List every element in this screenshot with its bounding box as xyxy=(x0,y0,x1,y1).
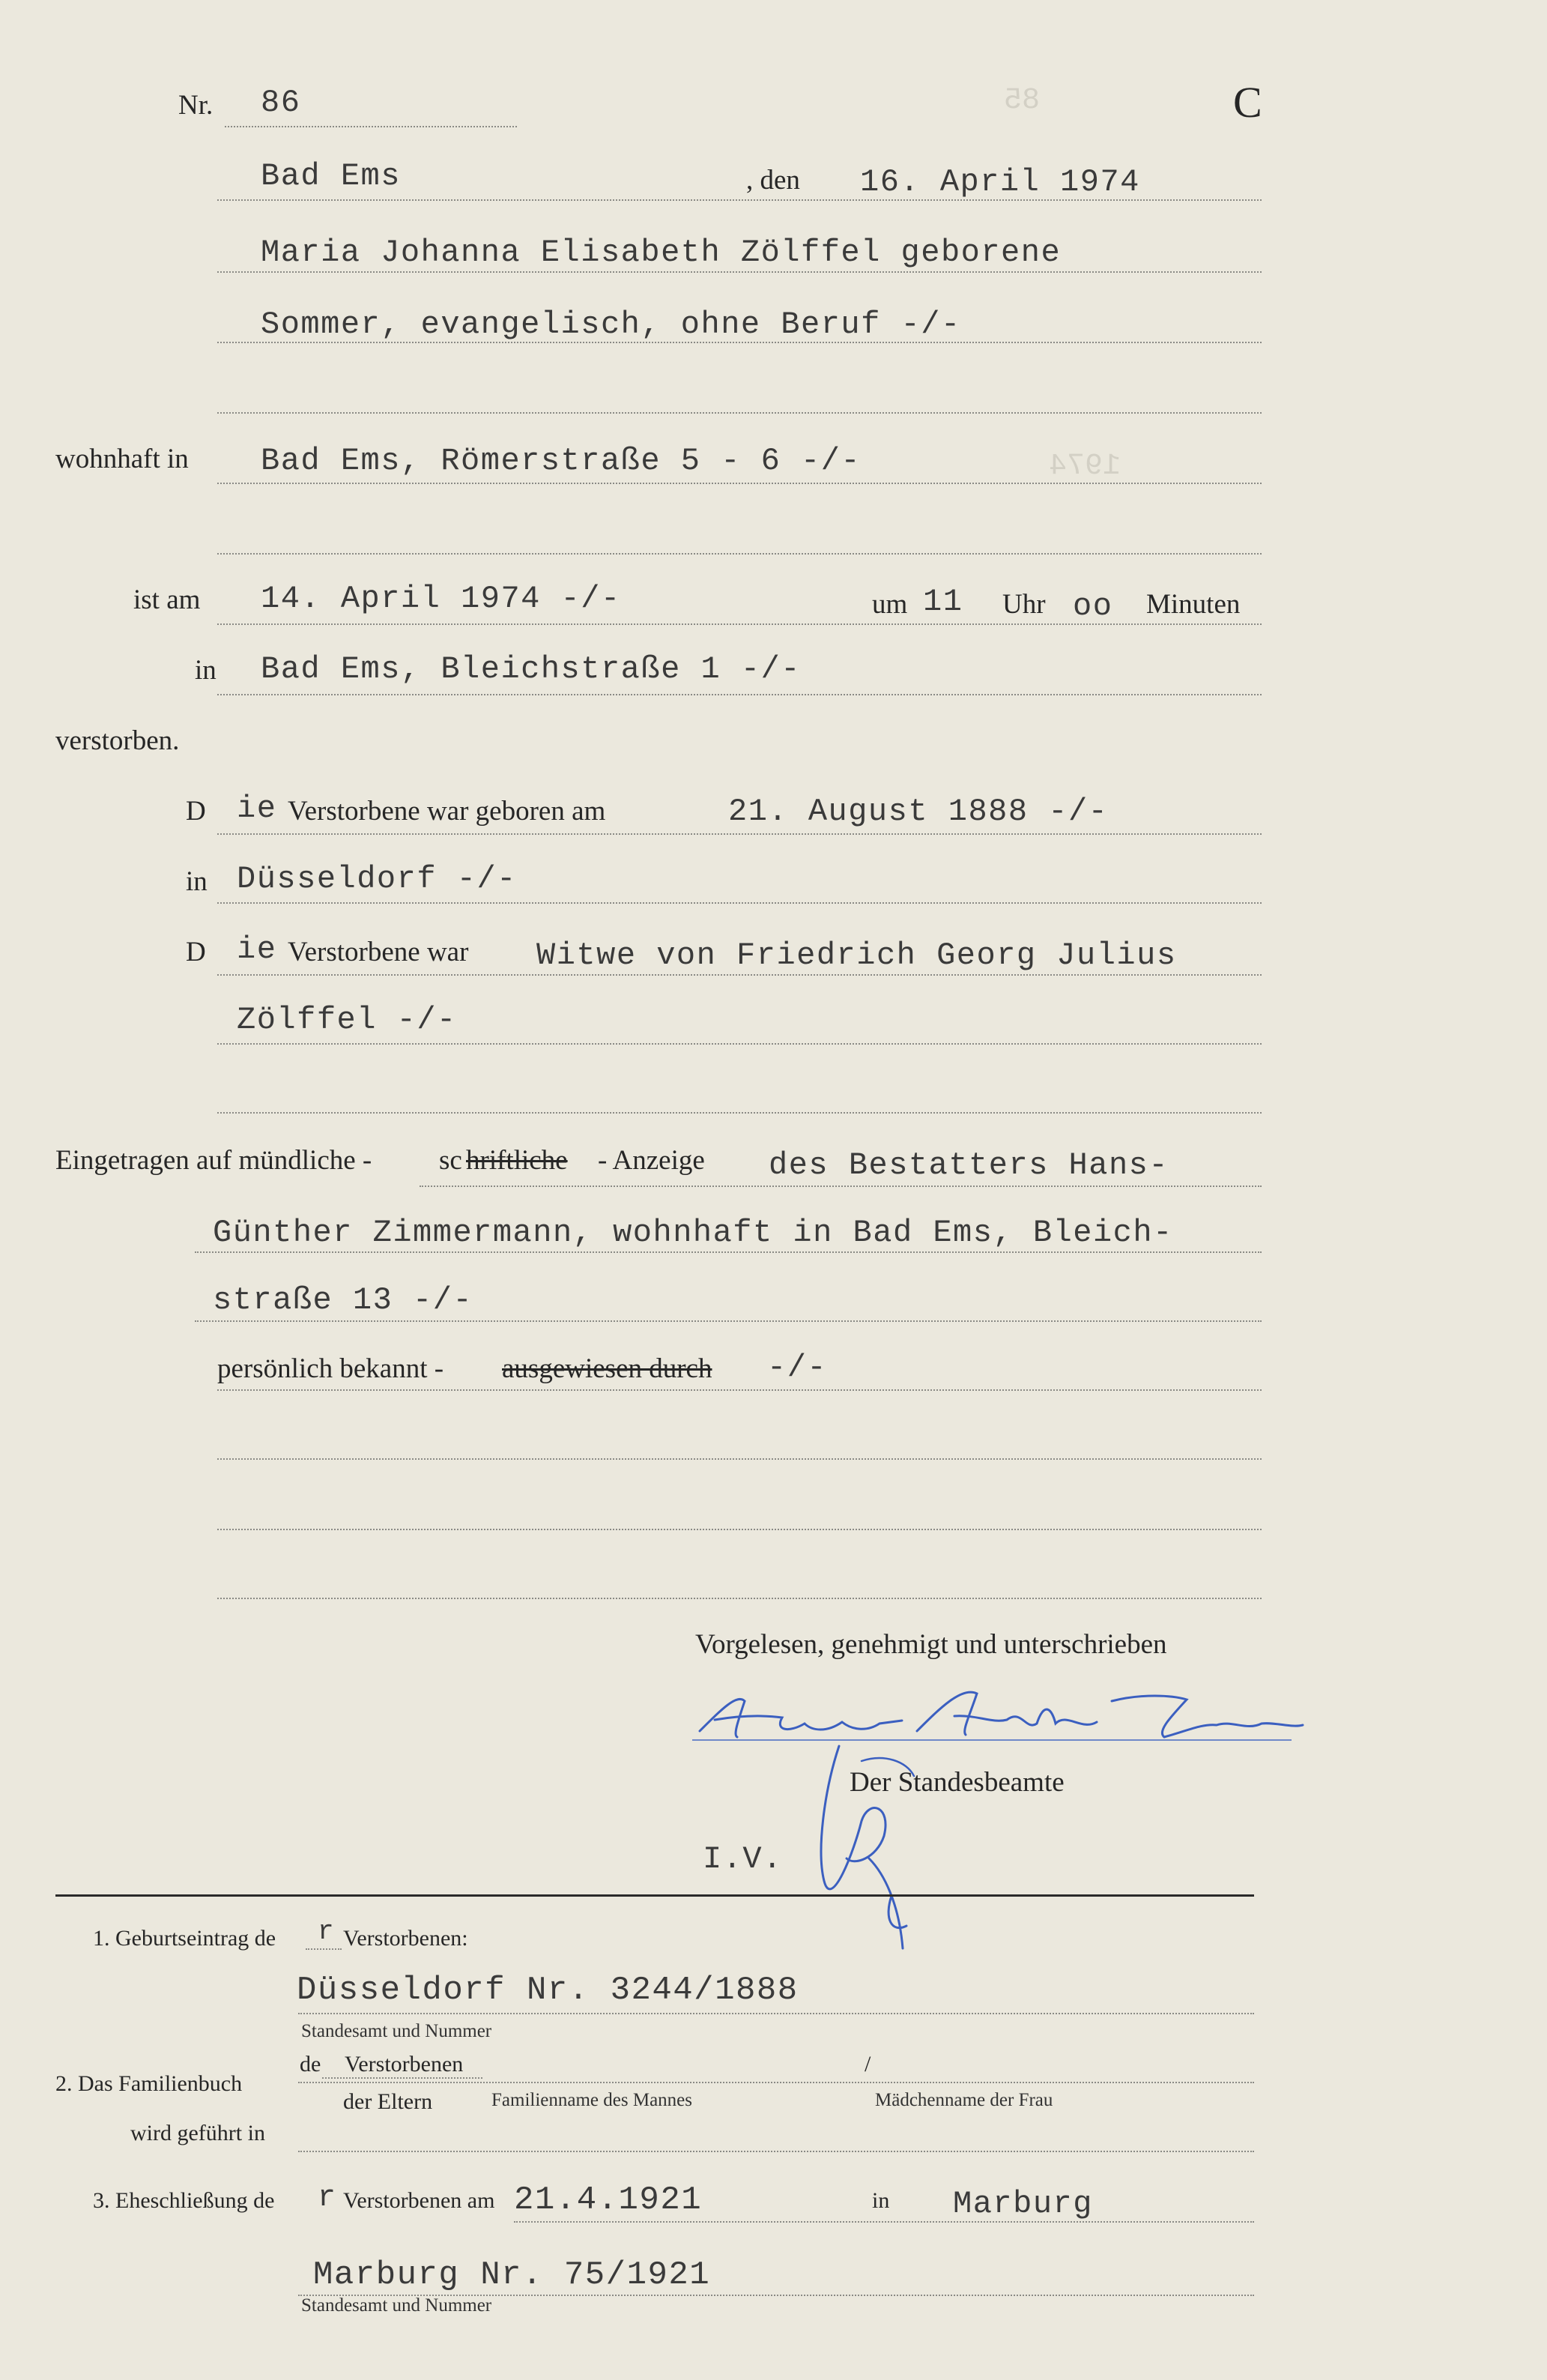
marriage-date: 21.4.1921 xyxy=(514,2181,703,2219)
familienbuch-line xyxy=(298,2082,1254,2083)
geburtseintrag-gap-line xyxy=(306,1948,342,1950)
schriftliche-prefix: sc xyxy=(439,1145,462,1176)
geburtseintrag-suffix: Verstorbenen: xyxy=(343,1926,468,1951)
blank-line-3 xyxy=(217,1598,1262,1599)
bekannt-line xyxy=(217,1389,1262,1391)
status-label: Verstorbene war xyxy=(288,937,469,967)
record-place: Bad Ems xyxy=(261,158,401,194)
informant-line-1 xyxy=(420,1186,1262,1187)
familienbuch-verstorbenen: Verstorbenen xyxy=(345,2052,464,2077)
section-divider xyxy=(55,1894,1254,1897)
eheschliessung-line xyxy=(514,2221,1254,2223)
nr-line xyxy=(225,126,517,127)
status-line-2 xyxy=(217,1043,1262,1045)
status-gender-suffix: ie xyxy=(237,931,277,967)
birth-in-label: in xyxy=(186,866,208,897)
standesbeamte-label: Der Standesbeamte xyxy=(850,1767,1065,1798)
status-line2: Zölffel -/- xyxy=(237,1002,457,1038)
record-number: 86 xyxy=(261,85,301,121)
show-through-bleed: 85 xyxy=(1004,84,1041,118)
status-line-1 xyxy=(217,974,1262,976)
geburtseintrag-line xyxy=(298,2013,1254,2014)
birth-date-line xyxy=(217,833,1262,835)
corner-letter: C xyxy=(1233,78,1262,127)
um-label: um xyxy=(872,589,908,620)
born-label: Verstorbene war geboren am xyxy=(288,796,606,827)
marriage-place: Marburg xyxy=(953,2186,1093,2222)
record-date: 16. April 1974 xyxy=(860,164,1140,200)
name-line-1 xyxy=(217,271,1262,273)
residence-value: Bad Ems, Römerstraße 5 - 6 -/- xyxy=(261,443,862,479)
residence-line-2 xyxy=(217,553,1262,555)
status-d-label: D xyxy=(186,937,206,967)
informant-line-3 xyxy=(195,1320,1262,1322)
blank-line-1 xyxy=(217,1458,1262,1460)
familienbuch-slash: / xyxy=(865,2052,871,2077)
caption-familienname-mann: Familienname des Mannes xyxy=(491,2090,692,2110)
eheschliessung-r: r xyxy=(318,2181,337,2215)
date-line xyxy=(217,199,1262,201)
ist-am-label: ist am xyxy=(133,585,201,615)
death-place-line xyxy=(217,694,1262,695)
standesamt-caption-2: Standesamt und Nummer xyxy=(301,2295,492,2316)
vorgelesen-text: Vorgelesen, genehmigt und unterschrieben xyxy=(695,1629,1167,1660)
bekannt-label: persönlich bekannt - xyxy=(217,1353,444,1384)
death-place: Bad Ems, Bleichstraße 1 -/- xyxy=(261,651,802,687)
familienbuch-label: 2. Das Familienbuch xyxy=(55,2071,243,2096)
registrar-signature xyxy=(779,1731,959,1956)
ausgewiesen-struck: ausgewiesen durch xyxy=(502,1353,712,1384)
caption-maedchenname-frau: Mädchenname der Frau xyxy=(875,2090,1053,2110)
familienbuch-eltern: der Eltern xyxy=(343,2089,433,2114)
death-date: 14. April 1974 -/- xyxy=(261,581,621,617)
name-line-2 xyxy=(217,342,1262,343)
birth-place-line xyxy=(217,902,1262,904)
geburtseintrag-label: 1. Geburtseintrag de xyxy=(93,1926,276,1951)
schriftliche-struck: hriftliche xyxy=(466,1145,568,1176)
eheschliessung-in-label: in xyxy=(872,2188,890,2213)
geburtseintrag-r: r xyxy=(318,1916,336,1947)
marriage-registry: Marburg Nr. 75/1921 xyxy=(313,2256,711,2294)
residence-line xyxy=(217,483,1262,484)
familienbuch-de: de xyxy=(300,2052,321,2077)
informant-line2: Günther Zimmermann, wohnhaft in Bad Ems, Bleich- xyxy=(213,1215,1173,1251)
minuten-label: Minuten xyxy=(1146,589,1241,620)
deceased-name-line2: Sommer, evangelisch, ohne Beruf -/- xyxy=(261,306,961,342)
born-gender-suffix: ie xyxy=(237,791,277,827)
geburtseintrag-value: Düsseldorf Nr. 3244/1888 xyxy=(297,1972,799,2009)
death-hour: 11 xyxy=(923,584,963,620)
standesamt-caption-1: Standesamt und Nummer xyxy=(301,2021,492,2041)
verstorben-label: verstorben. xyxy=(55,725,180,756)
death-minutes: oo xyxy=(1073,588,1113,624)
informant-line3: straße 13 -/- xyxy=(213,1282,473,1318)
status-line1: Witwe von Friedrich Georg Julius xyxy=(536,937,1177,973)
birth-place: Düsseldorf -/- xyxy=(237,861,517,897)
anzeige-label: - Anzeige xyxy=(598,1145,705,1176)
eingetragen-label: Eingetragen auf mündliche - xyxy=(55,1145,372,1176)
eheschliessung-label: 3. Eheschließung de xyxy=(93,2188,275,2213)
familienbuch-gap-line xyxy=(322,2077,482,2079)
name-line-3 xyxy=(217,412,1262,414)
informant-line1: des Bestatters Hans- xyxy=(769,1147,1169,1183)
in-label: in xyxy=(195,655,217,686)
iv-label: I.V. xyxy=(703,1841,783,1877)
birth-date: 21. August 1888 -/- xyxy=(728,794,1109,830)
familienbuch-gefuehrt-line xyxy=(298,2151,1254,2152)
show-through-bleed: 1974 xyxy=(1049,450,1121,483)
nr-label: Nr. xyxy=(178,90,214,121)
status-line-3 xyxy=(217,1112,1262,1114)
familienbuch-gefuehrt: wird geführt in xyxy=(130,2121,265,2145)
born-d-label: D xyxy=(186,796,206,827)
informant-line-2 xyxy=(195,1251,1262,1253)
den-label: , den xyxy=(746,165,800,196)
wohnhaft-label: wohnhaft in xyxy=(55,444,189,474)
uhr-label: Uhr xyxy=(1002,589,1046,620)
bekannt-suffix: -/- xyxy=(767,1350,828,1386)
blank-line-2 xyxy=(217,1529,1262,1530)
eheschliessung-suffix: Verstorbenen am xyxy=(343,2188,495,2213)
deceased-name-line1: Maria Johanna Elisabeth Zölffel geborene xyxy=(261,235,1062,271)
death-date-line xyxy=(217,623,1262,625)
